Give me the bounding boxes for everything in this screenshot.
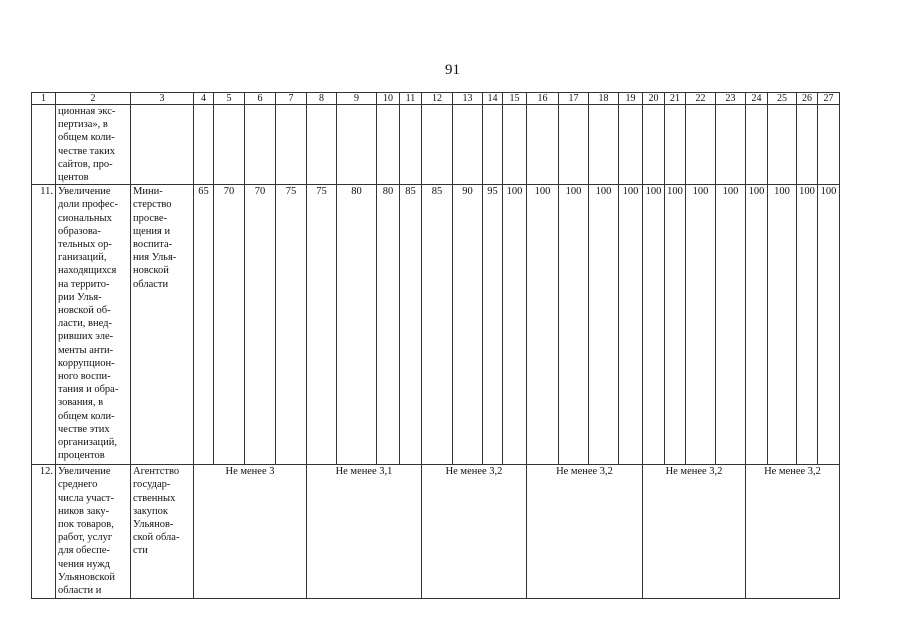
text-line: ласти, внед-	[58, 318, 112, 330]
text-line: новской об-	[58, 305, 111, 317]
text-line: ственных	[133, 492, 176, 504]
text-line: ционная экс-	[58, 106, 116, 117]
merged-value-cell: Не менее 3,2	[527, 465, 643, 599]
text-line: среднего	[58, 479, 98, 491]
column-header: 13	[453, 93, 483, 105]
column-header: 17	[559, 93, 589, 105]
table-row	[32, 185, 840, 465]
text-line: Ульяновской	[58, 571, 115, 583]
value-cell: 100	[768, 185, 797, 465]
column-header: 16	[527, 93, 559, 105]
text-line: стерство	[133, 199, 172, 211]
value-cell: 100	[503, 185, 527, 465]
value-cell: 75	[307, 185, 337, 465]
text-line: образова-	[58, 225, 101, 237]
text-line: области	[133, 278, 169, 290]
column-header: 18	[589, 93, 619, 105]
column-header: 15	[503, 93, 527, 105]
executor-cell	[131, 105, 194, 185]
column-header: 19	[619, 93, 643, 105]
column-header: 3	[131, 93, 194, 105]
indicator-cell	[56, 185, 131, 465]
merged-value-cell: Не менее 3,2	[643, 465, 746, 599]
column-header: 7	[276, 93, 307, 105]
value-cell: 95	[483, 185, 503, 465]
column-header: 25	[768, 93, 797, 105]
text-line: ганизаций,	[58, 252, 107, 264]
text-line: пертиза», в	[58, 119, 108, 131]
column-header: 8	[307, 93, 337, 105]
text-line: новской	[133, 265, 169, 277]
column-header: 1	[32, 93, 56, 105]
text-line: центов	[58, 172, 89, 184]
column-header: 21	[665, 93, 686, 105]
value-cell: 100	[686, 185, 716, 465]
table-row	[32, 105, 840, 185]
column-header: 4	[194, 93, 214, 105]
value-cell: 80	[337, 185, 377, 465]
value-cell: 70	[245, 185, 276, 465]
text-line: закупок	[133, 505, 168, 517]
column-header: 6	[245, 93, 276, 105]
merged-value-cell: Не менее 3,2	[422, 465, 527, 599]
text-line: честве таких	[58, 145, 115, 157]
value-cell: 70	[214, 185, 245, 465]
value-cell: 100	[643, 185, 665, 465]
text-line: доли профес-	[58, 199, 118, 211]
value-cell: 100	[716, 185, 746, 465]
text-line: находящихся	[58, 265, 117, 277]
row-number	[32, 105, 56, 185]
value-cell: 75	[276, 185, 307, 465]
column-header: 23	[716, 93, 746, 105]
column-header: 14	[483, 93, 503, 105]
value-cell: 85	[400, 185, 422, 465]
column-header: 27	[818, 93, 840, 105]
column-header: 20	[643, 93, 665, 105]
text-line: щения и	[133, 225, 171, 237]
text-line: пок товаров,	[58, 519, 114, 531]
value-cell: 100	[559, 185, 589, 465]
value-cell: 65	[194, 185, 214, 465]
text-line: области и	[58, 585, 102, 597]
column-header: 11	[400, 93, 422, 105]
text-line: тельных ор-	[58, 239, 112, 251]
text-line: зования, в	[58, 397, 104, 409]
text-line: общем коли-	[58, 132, 115, 144]
text-line: менты анти-	[58, 344, 114, 356]
text-line: сайтов, про-	[58, 158, 113, 170]
table-row	[32, 465, 840, 599]
text-line: Мини-	[133, 186, 163, 198]
column-header: 10	[377, 93, 400, 105]
column-header: 12	[422, 93, 453, 105]
text-line: Ульянов-	[133, 519, 174, 531]
text-line: воспита-	[133, 239, 173, 251]
executor-cell	[131, 465, 194, 599]
value-cell: 100	[589, 185, 619, 465]
column-header: 22	[686, 93, 716, 105]
text-line: Увеличение	[58, 186, 111, 198]
text-line: ния Улья-	[133, 252, 177, 264]
value-cell: 100	[746, 185, 768, 465]
row-number: 12.	[32, 465, 56, 599]
header-row	[32, 93, 840, 105]
column-header: 5	[214, 93, 245, 105]
merged-value-cell: Не менее 3	[194, 465, 307, 599]
text-line: ривших эле-	[58, 331, 114, 343]
text-line: сти	[133, 545, 148, 557]
text-line: ного воспи-	[58, 371, 111, 383]
value-cell: 80	[377, 185, 400, 465]
text-line: честве этих	[58, 423, 110, 435]
value-cell: 100	[818, 185, 840, 465]
text-line: процентов	[58, 450, 105, 462]
text-line: работ, услуг	[58, 532, 113, 544]
text-line: ников заку-	[58, 505, 110, 517]
text-line: чения нужд	[58, 558, 110, 570]
column-header: 26	[797, 93, 818, 105]
row-number: 11.	[32, 185, 56, 465]
value-cell: 100	[665, 185, 686, 465]
text-line: сиональных	[58, 212, 112, 224]
value-cell: 85	[422, 185, 453, 465]
merged-value-cell: Не менее 3,2	[746, 465, 840, 599]
value-cell: 100	[527, 185, 559, 465]
page-number: 91	[445, 62, 460, 78]
executor-cell	[131, 185, 194, 465]
value-cell: 100	[619, 185, 643, 465]
column-header: 2	[56, 93, 131, 105]
text-line: общем коли-	[58, 410, 115, 422]
column-header: 9	[337, 93, 377, 105]
text-line: ской обла-	[133, 532, 180, 544]
text-line: для обеспе-	[58, 545, 110, 557]
text-line: тания и обра-	[58, 384, 119, 396]
value-cell: 100	[797, 185, 818, 465]
text-line: коррупцион-	[58, 357, 115, 369]
column-header: 24	[746, 93, 768, 105]
text-line: Агентство	[133, 466, 180, 478]
indicator-table	[31, 92, 840, 599]
text-line: на террито-	[58, 278, 110, 290]
text-line: рии Улья-	[58, 291, 102, 303]
indicator-cell	[56, 465, 131, 599]
text-line: организаций,	[58, 437, 117, 449]
merged-value-cell: Не менее 3,1	[307, 465, 422, 599]
text-line: Увеличение	[58, 466, 111, 478]
indicator-cell	[56, 105, 131, 185]
text-line: государ-	[133, 479, 171, 491]
text-line: числа участ-	[58, 492, 115, 504]
value-cell: 90	[453, 185, 483, 465]
text-line: просве-	[133, 212, 168, 224]
